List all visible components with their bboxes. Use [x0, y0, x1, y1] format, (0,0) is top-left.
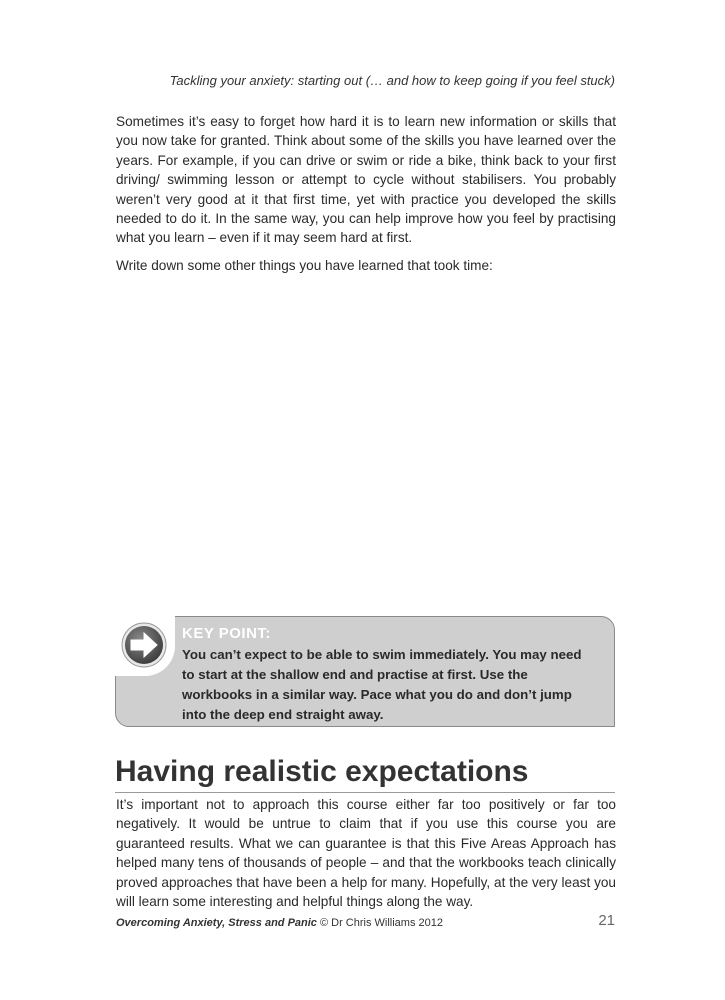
section-heading: Having realistic expectations: [115, 752, 615, 793]
writing-prompt: Write down some other things you have learned that took time:: [116, 258, 493, 273]
page-number: 21: [598, 912, 615, 929]
section-paragraph: It’s important not to approach this course either far too positively or far too negatively. It would be untrue to claim that if you use this course you are guaranteed results. What we can guarantee is that this Five Areas Approach has helped many tens of thousands of people – and that the workbooks teach clinically proved approaches that have been a help for many. Hopefully, at the very least you will learn some interesting and helpful things along the way.: [116, 797, 616, 910]
intro-paragraph: Sometimes it’s easy to forget how hard it is to learn new information or skills that you now take for granted. Think about some of the skills you have learned over the years. For example, if you can drive or swim or ride a bike, think back to your first driving/ swimming lesson or attempt to cycle without stabilisers. You probably weren’t very good at it that first time, yet with practice you developed the skills needed to do it. In the same way, you can help improve how you feel by practising what you learn – even if it may seem hard at first.: [116, 114, 616, 246]
key-point-title: KEY POINT:: [182, 625, 271, 642]
key-point-text: You can’t expect to be able to swim immediately. You may need to start at the shallow end and practise at first. Use the workbooks in a similar way. Pace what you do and don’t jump into the deep end straight away.: [182, 647, 582, 722]
arrow-right-icon: [115, 616, 175, 676]
footer-copyright: © Dr Chris Williams 2012: [316, 917, 443, 929]
key-point-box: [115, 616, 615, 727]
running-header: Tackling your anxiety: starting out (… and how to keep going if you feel stuck): [169, 73, 615, 88]
footer-credit: [116, 917, 443, 929]
footer-book-title: Overcoming Anxiety, Stress and Panic: [116, 917, 317, 929]
